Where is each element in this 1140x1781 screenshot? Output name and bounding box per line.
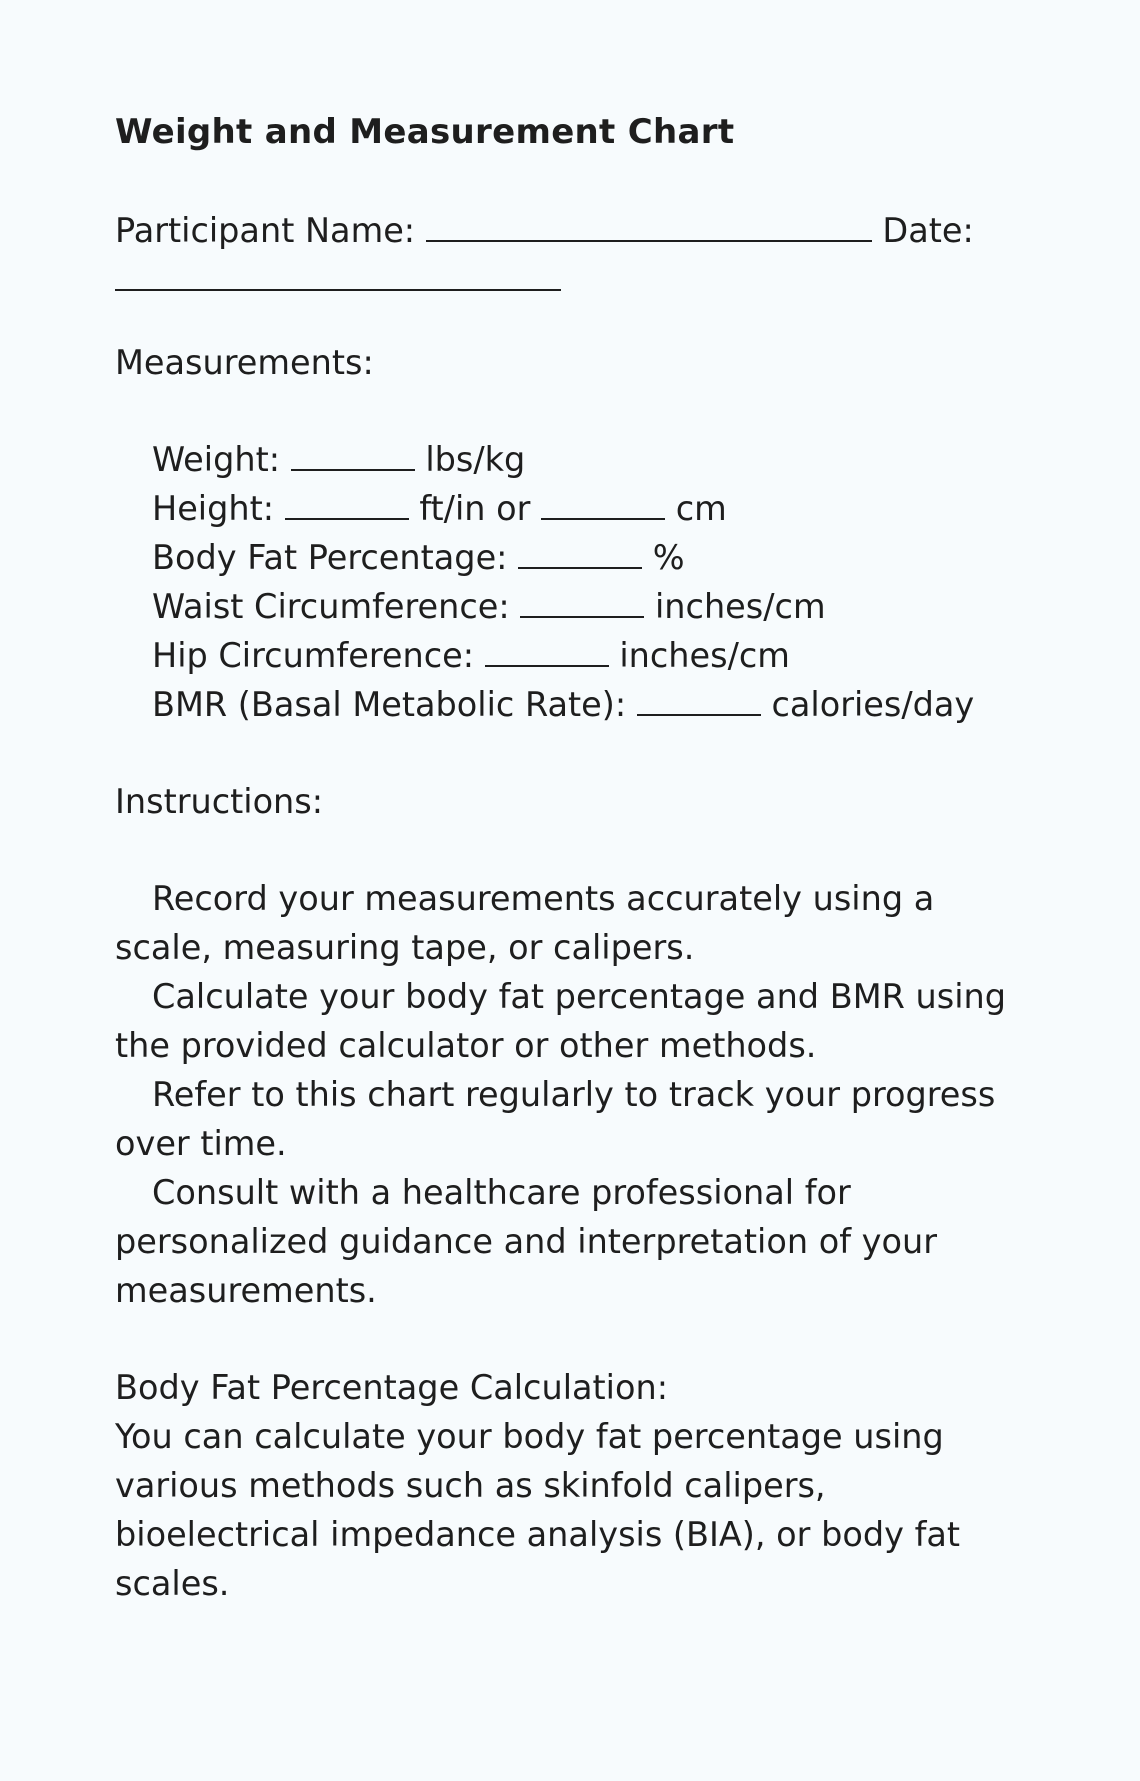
- instruction-item: Consult with a healthcare professional for personalized guidance and interpretation of your measurements.: [115, 1173, 948, 1310]
- measurement-body-fat: Body Fat Percentage: %: [152, 538, 685, 577]
- participant-line: [115, 206, 1015, 255]
- measurement-bmr: BMR (Basal Metabolic Rate): calories/day: [152, 685, 975, 724]
- date-blank-line: [115, 255, 1015, 304]
- instruction-item: Record your measurements accurately using a scale, measuring tape, or calipers.: [115, 879, 945, 967]
- measurement-waist: Waist Circumference: inches/cm: [152, 587, 826, 626]
- date-label: Date:: [882, 211, 974, 250]
- measurement-hip: Hip Circumference: inches/cm: [152, 636, 790, 675]
- bodyfat-heading: Body Fat Percentage Calculation:: [115, 1368, 668, 1407]
- body-fat-blank[interactable]: [518, 566, 642, 569]
- document-page: [115, 108, 1015, 1608]
- document-title: Weight and Measurement Chart: [115, 112, 735, 152]
- height-cm-blank[interactable]: [541, 517, 665, 520]
- measurement-weight: Weight: lbs/kg: [152, 440, 526, 479]
- waist-blank[interactable]: [520, 615, 644, 618]
- bodyfat-text: You can calculate your body fat percentage using various methods such as skinfold calipers, bioelectrical impedance analysis (BIA), or body fat scales.: [115, 1417, 971, 1603]
- instruction-item: Refer to this chart regularly to track your progress over time.: [115, 1075, 1006, 1163]
- hip-blank[interactable]: [485, 664, 609, 667]
- bmr-blank[interactable]: [637, 713, 761, 716]
- weight-blank[interactable]: [291, 468, 415, 471]
- instruction-item: Calculate your body fat percentage and BMR using the provided calculator or other methods.: [115, 977, 1017, 1065]
- measurements-list: [115, 435, 1015, 729]
- date-blank[interactable]: [115, 288, 561, 291]
- participant-label: Participant Name:: [115, 211, 416, 250]
- height-ftin-blank[interactable]: [285, 517, 409, 520]
- participant-name-blank[interactable]: [426, 239, 872, 242]
- measurement-height: Height: ft/in or cm: [152, 489, 727, 528]
- instructions-heading: Instructions:: [115, 782, 324, 821]
- measurements-heading: Measurements:: [115, 343, 374, 382]
